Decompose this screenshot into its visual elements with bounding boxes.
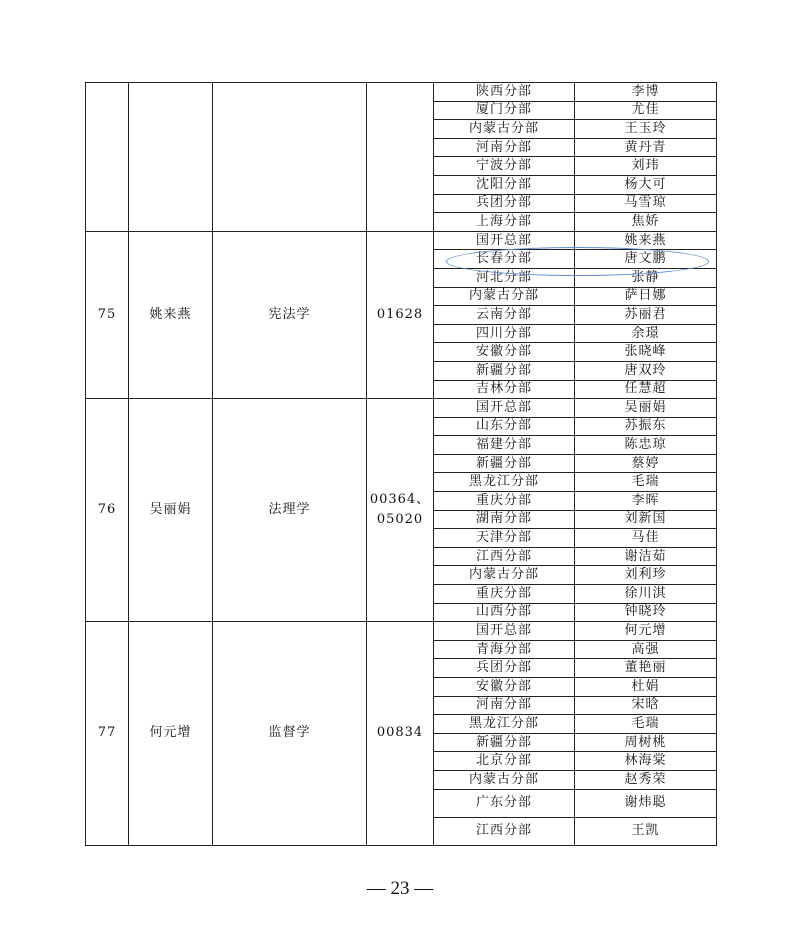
branch-cell: 新疆分部 [434,733,575,752]
instructor-cell: 姚来燕 [129,231,213,398]
staff-assignment-table [85,82,717,846]
branch-cell: 内蒙古分部 [434,287,575,306]
table-row [86,231,717,250]
teacher-cell: 刘新国 [575,510,717,529]
teacher-cell: 刘利珍 [575,566,717,585]
teacher-cell: 黄丹青 [575,138,717,157]
branch-cell: 国开总部 [434,231,575,250]
branch-cell: 湖南分部 [434,510,575,529]
branch-cell: 内蒙古分部 [434,770,575,789]
teacher-cell: 吴丽娟 [575,399,717,418]
branch-cell: 兵团分部 [434,659,575,678]
teacher-cell: 徐川淇 [575,585,717,604]
row-number-cell: 75 [86,231,129,398]
teacher-cell: 王凯 [575,817,717,845]
teacher-cell: 萨日娜 [575,287,717,306]
teacher-cell: 毛瑞 [575,715,717,734]
branch-cell: 内蒙古分部 [434,120,575,139]
branch-cell: 青海分部 [434,640,575,659]
branch-cell: 内蒙古分部 [434,566,575,585]
teacher-cell: 任慧超 [575,380,717,399]
teacher-cell: 钟晓玲 [575,603,717,622]
course-cell: 宪法学 [213,231,367,398]
branch-cell: 安徽分部 [434,678,575,697]
teacher-cell: 苏丽君 [575,306,717,325]
branch-cell: 广东分部 [434,789,575,817]
instructor-cell [129,83,213,232]
branch-cell: 天津分部 [434,529,575,548]
branch-cell: 重庆分部 [434,492,575,511]
teacher-cell: 李晖 [575,492,717,511]
branch-cell: 河南分部 [434,138,575,157]
branch-cell: 国开总部 [434,399,575,418]
teacher-cell: 杜娟 [575,678,717,697]
course-cell: 法理学 [213,399,367,622]
course-cell [213,83,367,232]
branch-cell: 兵团分部 [434,194,575,213]
instructor-cell: 何元增 [129,622,213,845]
branch-cell: 江西分部 [434,817,575,845]
teacher-cell: 唐文鹏 [575,250,717,269]
course-code-cell [367,83,434,232]
teacher-cell: 姚来燕 [575,231,717,250]
course-code-cell: 00834 [367,622,434,845]
table-row [86,622,717,641]
teacher-cell: 张晓峰 [575,343,717,362]
teacher-cell: 李博 [575,83,717,102]
teacher-cell: 林海棠 [575,752,717,771]
instructor-cell: 吴丽娟 [129,399,213,622]
branch-cell: 北京分部 [434,752,575,771]
teacher-cell: 高强 [575,640,717,659]
branch-cell: 山东分部 [434,417,575,436]
branch-cell: 四川分部 [434,324,575,343]
teacher-cell: 马佳 [575,529,717,548]
teacher-cell: 董艳丽 [575,659,717,678]
branch-cell: 河南分部 [434,696,575,715]
branch-cell: 新疆分部 [434,361,575,380]
branch-cell: 新疆分部 [434,454,575,473]
teacher-cell: 张静 [575,268,717,287]
branch-cell: 黑龙江分部 [434,473,575,492]
course-cell: 监督学 [213,622,367,845]
branch-cell: 江西分部 [434,547,575,566]
teacher-cell: 马雪琼 [575,194,717,213]
branch-cell: 安徽分部 [434,343,575,362]
table-row [86,399,717,418]
branch-cell: 云南分部 [434,306,575,325]
teacher-cell: 赵秀荣 [575,770,717,789]
teacher-cell: 苏振东 [575,417,717,436]
branch-cell: 陕西分部 [434,83,575,102]
teacher-cell: 何元增 [575,622,717,641]
teacher-cell: 毛瑞 [575,473,717,492]
teacher-cell: 蔡婷 [575,454,717,473]
course-code-cell: 01628 [367,231,434,398]
branch-cell: 河北分部 [434,268,575,287]
teacher-cell: 宋晗 [575,696,717,715]
table-row [86,83,717,102]
teacher-cell: 周树桃 [575,733,717,752]
branch-cell: 厦门分部 [434,101,575,120]
row-number-cell: 77 [86,622,129,845]
branch-cell: 沈阳分部 [434,175,575,194]
row-number-cell: 76 [86,399,129,622]
teacher-cell: 谢洁茹 [575,547,717,566]
teacher-cell: 谢炜聪 [575,789,717,817]
branch-cell: 黑龙江分部 [434,715,575,734]
page-number: — 23 — [366,878,434,899]
branch-cell: 山西分部 [434,603,575,622]
row-number-cell [86,83,129,232]
teacher-cell: 唐双玲 [575,361,717,380]
branch-cell: 上海分部 [434,213,575,232]
teacher-cell: 陈忠琼 [575,436,717,455]
branch-cell: 吉林分部 [434,380,575,399]
course-code-cell: 00364、 05020 [367,399,434,622]
teacher-cell: 尤佳 [575,101,717,120]
teacher-cell: 杨大可 [575,175,717,194]
branch-cell: 国开总部 [434,622,575,641]
branch-cell: 福建分部 [434,436,575,455]
teacher-cell: 余璟 [575,324,717,343]
branch-cell: 宁波分部 [434,157,575,176]
teacher-cell: 刘玮 [575,157,717,176]
branch-cell: 长春分部 [434,250,575,269]
branch-cell: 重庆分部 [434,585,575,604]
teacher-cell: 焦娇 [575,213,717,232]
teacher-cell: 王玉玲 [575,120,717,139]
